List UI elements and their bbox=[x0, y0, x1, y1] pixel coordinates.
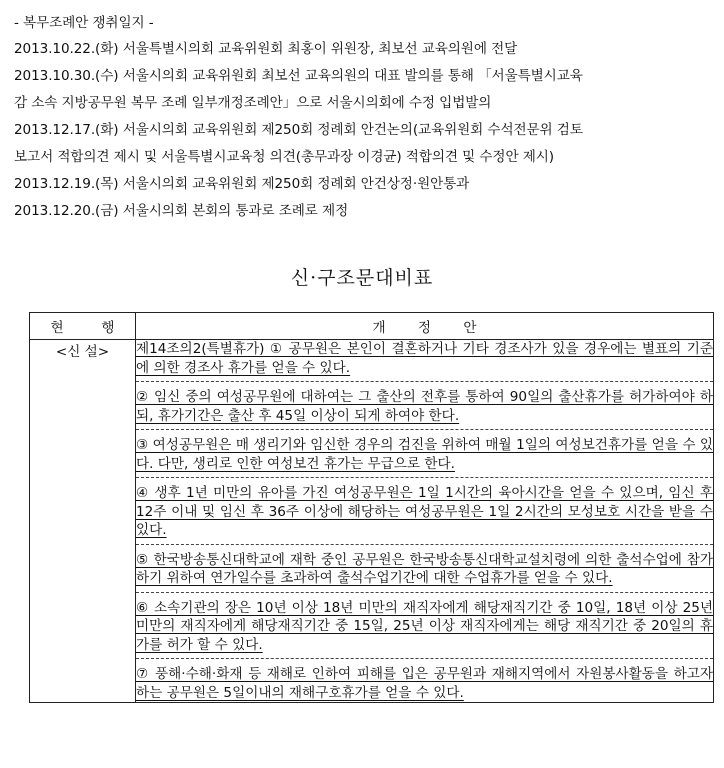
current-text-cell: <신 설> bbox=[30, 340, 136, 703]
history-entry: 2013.12.20.(금) 서울시의회 본회의 통과로 조례로 제정 bbox=[14, 203, 349, 219]
history-entry: 감 소속 지방공무원 복무 조례 일부개정조례안」으로 서울시의회에 수정 입법발의 bbox=[14, 95, 492, 111]
clause-7: ⑦ 풍해·수해·화재 등 재해로 인하여 피해를 입은 공무원과 재해지역에서 자원봉사활동을 하고자 하는 공무원은 5일이내의 재해구호휴가를 얻을 수 있다. bbox=[136, 666, 713, 701]
clause-4: ④ 생후 1년 미만의 유아를 가진 여성공무원은 1일 1시간의 육아시간을 얻을 수 있으며, 임신 후 12주 이내 및 임신 후 36주 이상에 해당하는 여성공무원은 1일 2시간의 모성보호 시간을 받을 수 있다. bbox=[136, 484, 713, 545]
clause-2: ② 임신 중의 여성공무원에 대하여는 그 출산의 전후를 통하여 90일의 출산휴가를 허가하여야 하되, 휴가기간은 출산 후 45일 이상이 되게 하여야 한다. bbox=[136, 388, 713, 430]
current-header-label: 현 행 bbox=[50, 320, 115, 336]
history-log bbox=[14, 10, 714, 225]
history-entry: 2013.12.17.(화) 서울시의회 교육위원회 제250회 정례회 안건논의(교육위원회 수석전문위 검토 bbox=[14, 122, 583, 138]
clause-1: 제14조의2(특별휴가) ① 공무원은 본인이 결혼하거나 기타 경조사가 있을 경우에는 별표의 기준에 의한 경조사 휴가를 얻을 수 있다. bbox=[136, 340, 713, 382]
current-column-header bbox=[30, 313, 136, 340]
table-row bbox=[30, 340, 714, 703]
history-entry: 보고서 적합의견 제시 및 서울특별시교육청 의견(총무과장 이경균) 적합의견 및 수정안 제시) bbox=[14, 149, 554, 165]
table-header-row bbox=[30, 313, 714, 340]
history-heading: - 복무조례안 쟁취일지 - bbox=[14, 15, 154, 31]
clause-3: ③ 여성공무원은 매 생리기와 임신한 경우의 검진을 위하여 매월 1일의 여성보건휴가를 얻을 수 있다. 다만, 생리로 인한 여성보건 휴가는 무급으로 한다. bbox=[136, 436, 713, 478]
revised-column-header bbox=[136, 313, 714, 340]
revised-text-cell bbox=[136, 340, 714, 703]
history-entry: 2013.12.19.(목) 서울시의회 교육위원회 제250회 정례회 안건상정·원안통과 bbox=[14, 176, 470, 192]
history-entry: 2013.10.22.(화) 서울특별시의회 교육위원회 최홍이 위원장, 최보선 교육의원에 전달 bbox=[14, 41, 518, 57]
history-entry: 2013.10.30.(수) 서울시의회 교육위원회 최보선 교육의원의 대표 발의를 통해 「서울특별시교육 bbox=[14, 68, 583, 84]
clause-5: ⑤ 한국방송통신대학교에 재학 중인 공무원은 한국방송통신대학교설치령에 의한 출석수업에 참가하기 위하여 연가일수를 초과하여 출석수업기간에 대한 수업휴가를 얻을 수 있다. bbox=[136, 551, 713, 593]
comparison-title: 신·구조문대비표 bbox=[290, 267, 434, 289]
comparison-table bbox=[29, 312, 714, 703]
revised-header-label: 개 정 안 bbox=[372, 320, 477, 336]
clause-6: ⑥ 소속기관의 장은 10년 이상 18년 미만의 재직자에게 해당재직기간 중 10일, 18년 이상 25년 미만의 재직자에게 해당재직기간 중 15일, 25년 이상 재직자에게는 해당 재직기간 중 20일의 휴가를 허가 할 수 있다. bbox=[136, 599, 713, 660]
